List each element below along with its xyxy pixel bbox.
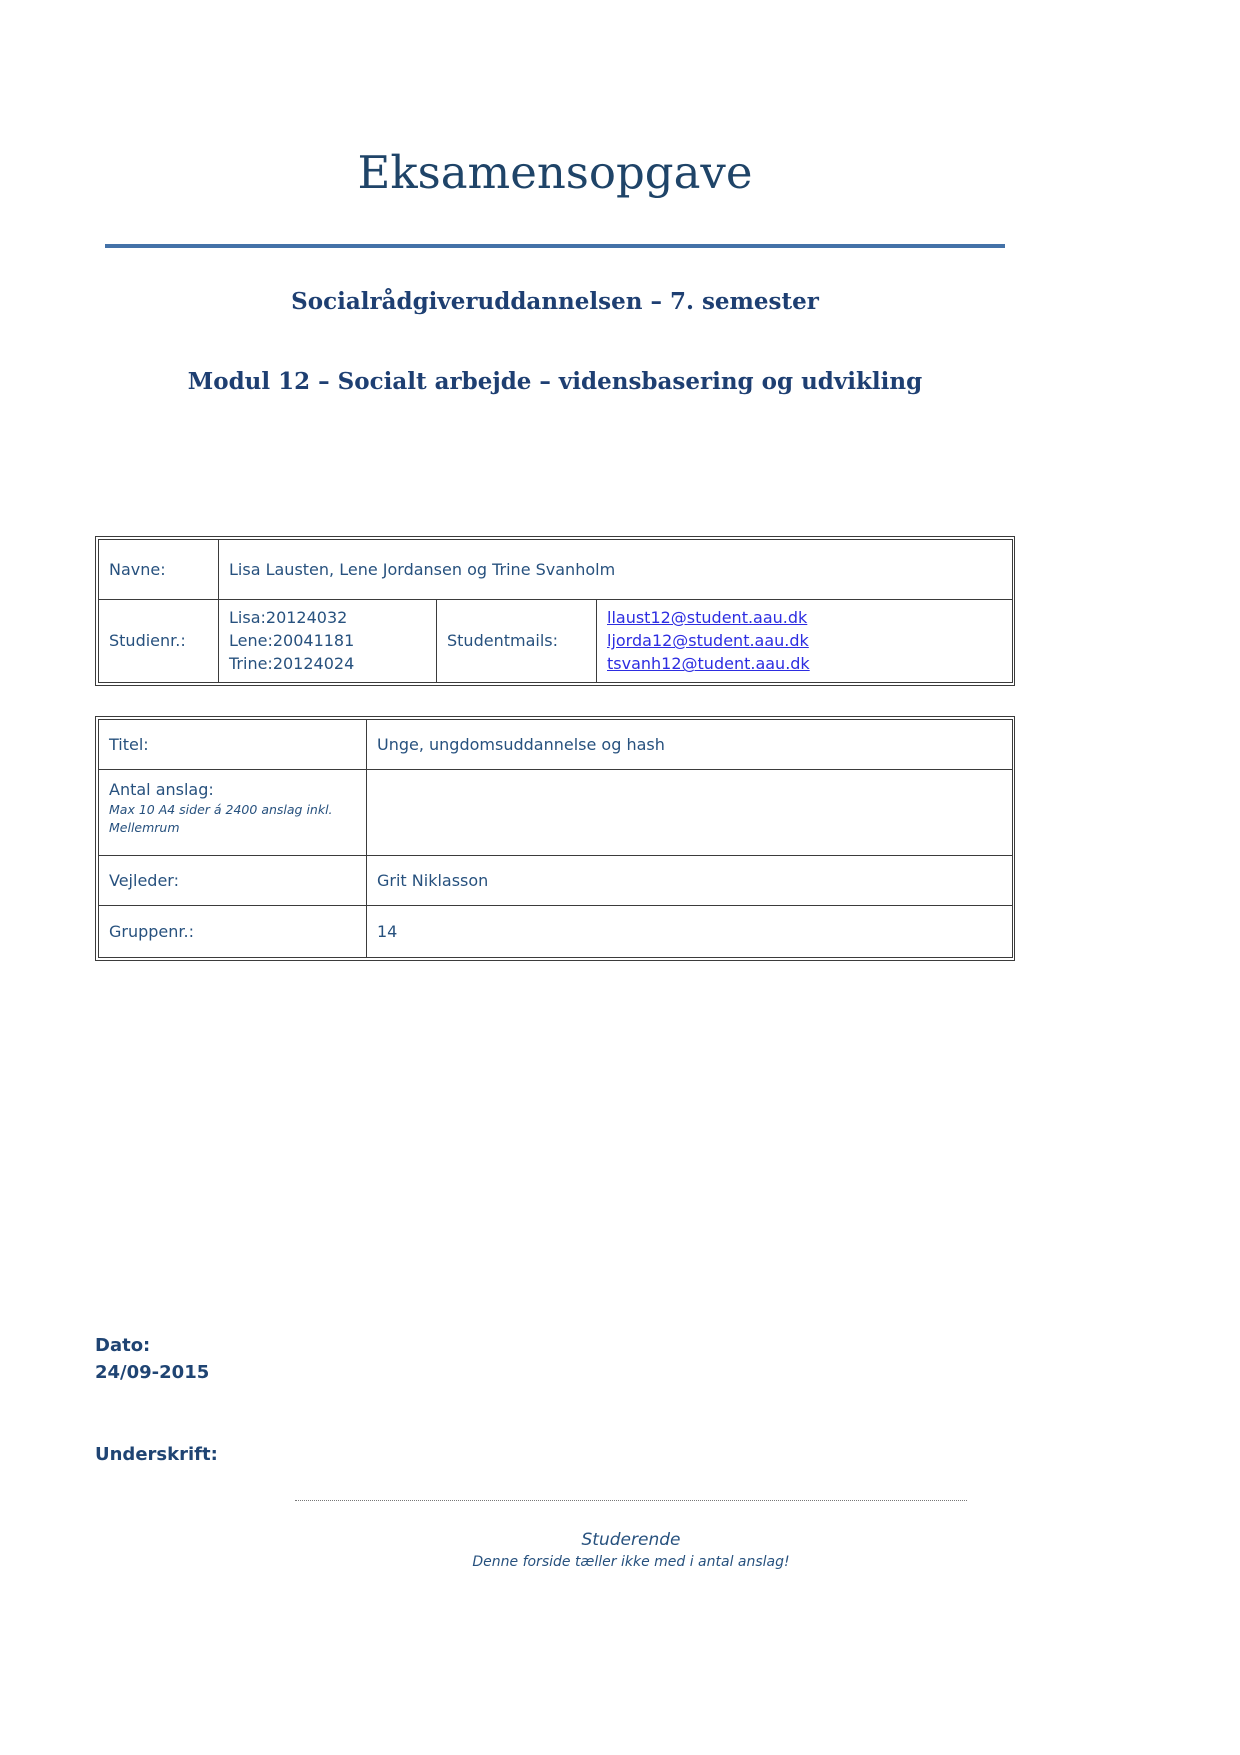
- studienr-values: [219, 600, 437, 683]
- signature-dotted-line: [295, 1500, 967, 1501]
- table-row-studienr: [99, 600, 1013, 683]
- titel-value: Unge, ungdomsuddannelse og hash: [367, 720, 1013, 770]
- subtitle-module: Modul 12 – Socialt arbejde – vidensbasering og udvikling: [187, 368, 923, 395]
- table-row-anslag: [99, 770, 1013, 856]
- studienr-label: Studienr.:: [99, 600, 219, 683]
- titel-label: Titel:: [99, 720, 367, 770]
- anslag-label: Antal anslag:: [109, 780, 214, 799]
- studienr-lene: Lene:20041181: [229, 631, 355, 651]
- email-link-ljorda12[interactable]: ljorda12@student.aau.dk: [607, 631, 809, 651]
- gruppenr-value: 14: [367, 906, 1013, 958]
- signature-area: [295, 1500, 967, 1573]
- studentmails-label: Studentmails:: [437, 600, 597, 683]
- dato-value: 24/09-2015: [95, 1362, 210, 1383]
- dato-label: Dato:: [95, 1335, 151, 1356]
- email-link-llaust12[interactable]: llaust12@student.aau.dk: [607, 608, 808, 627]
- studienr-lisa: Lisa:20124032: [229, 608, 348, 627]
- vejleder-value: Grit Niklasson: [367, 856, 1013, 906]
- assignment-detail-table: [95, 716, 1015, 961]
- page-title: Eksamensopgave: [357, 146, 753, 199]
- table-row-titel: [99, 720, 1013, 770]
- signature-caption: Studerende: [581, 1530, 681, 1550]
- anslag-value: [367, 770, 1013, 856]
- table-row-gruppenr: [99, 906, 1013, 958]
- gruppenr-label: Gruppenr.:: [99, 906, 367, 958]
- date-block: [95, 1332, 1015, 1386]
- anslag-label-cell: [99, 770, 367, 856]
- anslag-note: Max 10 A4 sider á 2400 anslag inkl. Mellemrum: [109, 802, 333, 835]
- email-link-tsvanh12[interactable]: tsvanh12@tudent.aau.dk: [607, 654, 810, 674]
- studentmails-values: [597, 600, 1013, 683]
- navne-value: Lisa Lausten, Lene Jordansen og Trine Svanholm: [219, 540, 1013, 600]
- signature-label: Underskrift:: [95, 1444, 218, 1465]
- subtitle-programme: Socialrådgiveruddannelsen – 7. semester: [291, 288, 819, 315]
- studienr-trine: Trine:20124024: [229, 654, 355, 674]
- title-underline-rule: [105, 244, 1005, 248]
- table-row-vejleder: [99, 856, 1013, 906]
- signature-note: Denne forside tæller ikke med i antal anslag!: [472, 1553, 790, 1570]
- table-row-names: [99, 540, 1013, 600]
- vejleder-label: Vejleder:: [99, 856, 367, 906]
- navne-label: Navne:: [99, 540, 219, 600]
- student-info-table: [95, 536, 1015, 686]
